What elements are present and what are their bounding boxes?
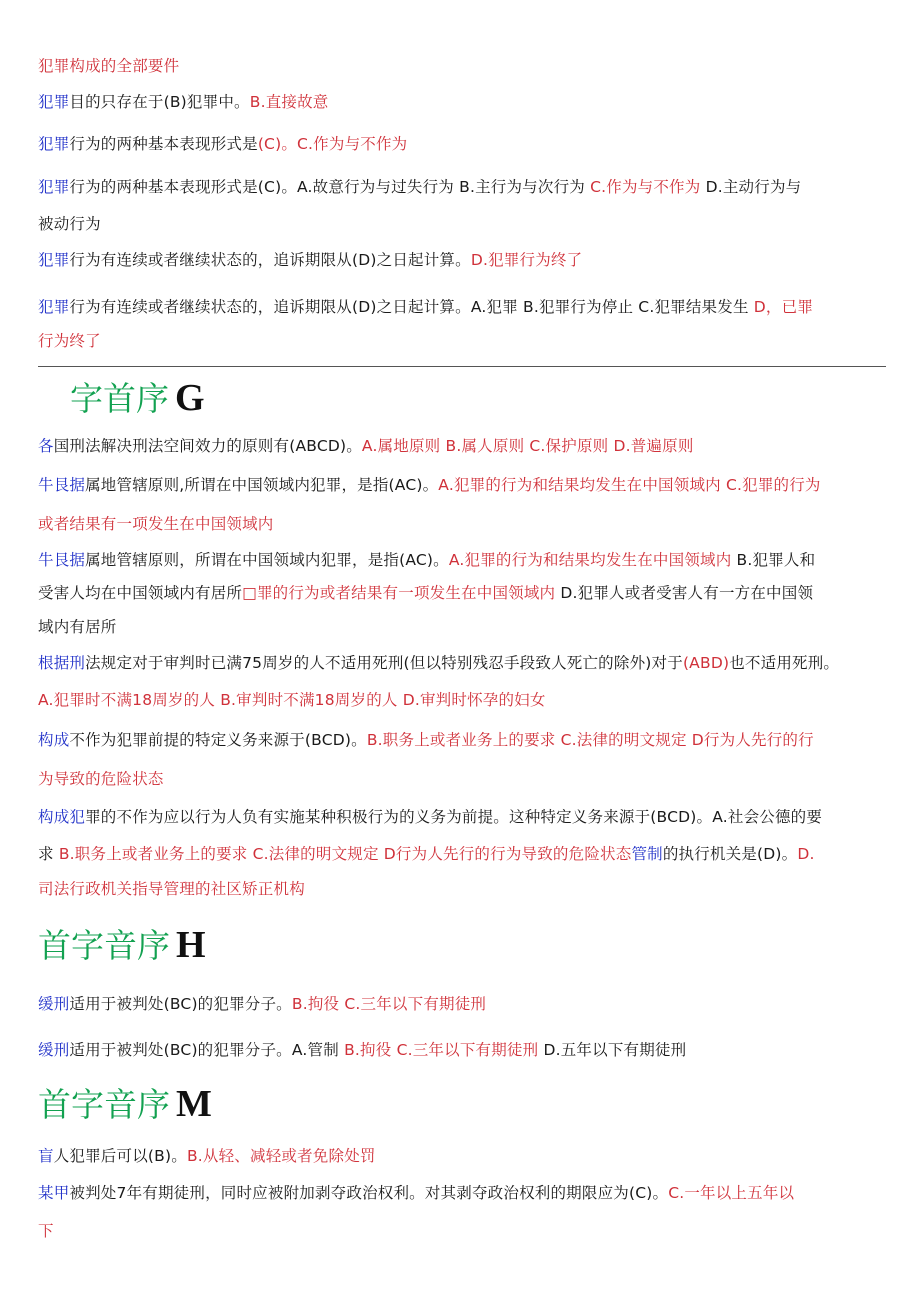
text-run: 某甲: [38, 1184, 70, 1202]
text-line: [38, 176, 888, 198]
text-run: 求: [38, 845, 59, 863]
text-run: 行为的两种基本表现形式是(C)。A.故意行为与过失行为 B.主行为与次行为: [69, 178, 591, 196]
text-run: D.犯罪人或者受害人有一方在中国领: [555, 584, 814, 602]
text-run: C.一年以上五年以: [668, 1184, 795, 1202]
text-run: B.从轻、减轻或者免除处罚: [186, 1147, 376, 1165]
text-run: 行为有连续或者继续状态的，追诉期限从(D)之日起计算。A.犯罪 B.犯罪行为停止 C.犯罪结果发生: [69, 298, 754, 316]
text-run: 犯罪: [38, 251, 70, 269]
text-line: [38, 549, 888, 571]
text-line: [38, 91, 888, 113]
text-line: [38, 1145, 888, 1167]
text-run: 犯罪: [38, 135, 70, 153]
text-run: D.主动行为与: [700, 178, 802, 196]
text-run: 不作为犯罪前提的特定义务来源于(BCD)。: [69, 731, 367, 749]
section-divider: [38, 366, 886, 367]
heading-text: 首字音序: [38, 1085, 170, 1124]
text-run: 构成: [38, 731, 70, 749]
text-run: 犯罪: [38, 178, 70, 196]
text-run: 受害人均在中国领域内有居所: [38, 584, 243, 602]
text-run: 各: [38, 437, 54, 455]
text-run: 行为有连续或者继续状态的，追诉期限从(D)之日起计算。: [69, 251, 471, 269]
text-line: [38, 843, 888, 865]
section-heading-m: [38, 1084, 212, 1125]
text-run: A.犯罪的行为和结果均发生在中国领域内 C.犯罪的行为: [438, 476, 821, 494]
text-run: D，已罪: [753, 298, 814, 316]
section-heading-h: [38, 925, 206, 966]
text-line: [38, 296, 888, 318]
text-run: 属地管辖原则,所谓在中国领域内犯罪，是指(AC)。: [85, 476, 439, 494]
text-run: 罪的不作为应以行为人负有实施某种积极行为的义务为前提。这种特定义务来源于(BCD)。A.社会公德的要: [85, 808, 823, 826]
text-run: B.拘役 C.三年以下有期徒刑: [344, 1041, 539, 1059]
heading-letter: M: [176, 1083, 212, 1125]
text-run: 或者结果有一项发生在中国领域内: [38, 515, 274, 533]
heading-text: 首字音序: [38, 926, 170, 965]
text-run: 缓刑: [38, 995, 70, 1013]
text-run: B.职务上或者业务上的要求 C.法律的明文规定 D行为人先行的行为导致的危险状态: [58, 845, 632, 863]
text-run: 目的只存在于(B)犯罪中。: [69, 93, 250, 111]
text-run: (ABD): [682, 654, 730, 672]
text-run: D.五年以下有期徒刑: [538, 1041, 687, 1059]
text-line: [38, 55, 888, 77]
text-line: [38, 213, 888, 235]
heading-letter: H: [176, 924, 206, 966]
text-run: 适用于被判处(BC)的犯罪分子。A.管制: [69, 1041, 345, 1059]
text-run: 法规定对于审判时已满75周岁的人不适用死刑(但以特别残忍手段致人死亡的除外)对于: [85, 654, 683, 672]
text-line: [38, 652, 888, 674]
text-line: [38, 582, 888, 604]
text-run: 被动行为: [38, 215, 101, 233]
text-run: 盲: [38, 1147, 54, 1165]
text-run: 犯罪构成的全部要件: [38, 57, 180, 75]
text-run: 也不适用死刑。: [729, 654, 840, 672]
text-run: 司法行政机关指导管理的社区矫正机构: [38, 880, 305, 898]
text-run: A.犯罪时不满18周岁的人 B.审判时不满18周岁的人 D.审判时怀孕的妇女: [38, 691, 546, 709]
text-line: [38, 878, 888, 900]
text-run: 人犯罪后可以(B)。: [53, 1147, 187, 1165]
text-run: 根据刑: [38, 654, 86, 672]
text-run: 犯罪: [38, 93, 70, 111]
text-run: 构成犯: [38, 808, 86, 826]
text-line: [38, 1039, 888, 1061]
text-line: [38, 729, 888, 751]
text-line: [38, 768, 888, 790]
text-run: 为导致的危险状态: [38, 770, 164, 788]
text-line: [38, 1220, 888, 1242]
text-run: C.作为与不作为: [590, 178, 701, 196]
text-line: [38, 616, 888, 638]
section-heading-g: [70, 378, 205, 419]
text-run: 行为的两种基本表现形式是: [69, 135, 258, 153]
text-run: 牛艮据: [38, 476, 86, 494]
text-line: [38, 133, 888, 155]
text-line: [38, 689, 888, 711]
text-run: (C)。C.作为与不作为: [257, 135, 408, 153]
text-run: 被判处7年有期徒刑，同时应被附加剥夺政治权利。对其剥夺政治权利的期限应为(C)。: [69, 1184, 669, 1202]
text-line: [38, 806, 888, 828]
text-run: B.犯罪人和: [731, 551, 816, 569]
text-line: [38, 513, 888, 535]
text-run: D.犯罪行为终了: [470, 251, 583, 269]
text-run: B.职务上或者业务上的要求 C.法律的明文规定 D行为人先行的行: [366, 731, 814, 749]
text-line: [38, 1182, 888, 1204]
heading-letter: G: [175, 377, 205, 419]
text-line: [38, 474, 888, 496]
text-run: D.: [797, 845, 815, 863]
text-line: [38, 993, 888, 1015]
heading-text: 字首序: [70, 379, 169, 418]
text-run: 适用于被判处(BC)的犯罪分子。: [69, 995, 292, 1013]
text-run: 属地管辖原则，所谓在中国领域内犯罪，是指(AC)。: [85, 551, 449, 569]
text-line: [38, 330, 888, 352]
text-line: [38, 249, 888, 271]
text-run: □罪的行为或者结果有一项发生在中国领域内: [242, 584, 556, 602]
text-run: 下: [38, 1222, 54, 1240]
text-line: [38, 435, 888, 457]
text-run: A.属地原则 B.属人原则 C.保护原则 D.普遍原则: [361, 437, 694, 455]
text-run: B.直接故意: [249, 93, 329, 111]
text-run: A.犯罪的行为和结果均发生在中国领域内: [448, 551, 732, 569]
text-run: 国刑法解决刑法空间效力的原则有(ABCD)。: [53, 437, 362, 455]
text-run: 缓刑: [38, 1041, 70, 1059]
text-run: 的执行机关是(D)。: [662, 845, 798, 863]
text-run: 域内有居所: [38, 618, 117, 636]
text-run: 犯罪: [38, 298, 70, 316]
text-run: 行为终了: [38, 332, 101, 350]
text-run: 牛艮据: [38, 551, 86, 569]
text-run: B.拘役 C.三年以下有期徒刑: [291, 995, 487, 1013]
text-run: 管制: [631, 845, 663, 863]
